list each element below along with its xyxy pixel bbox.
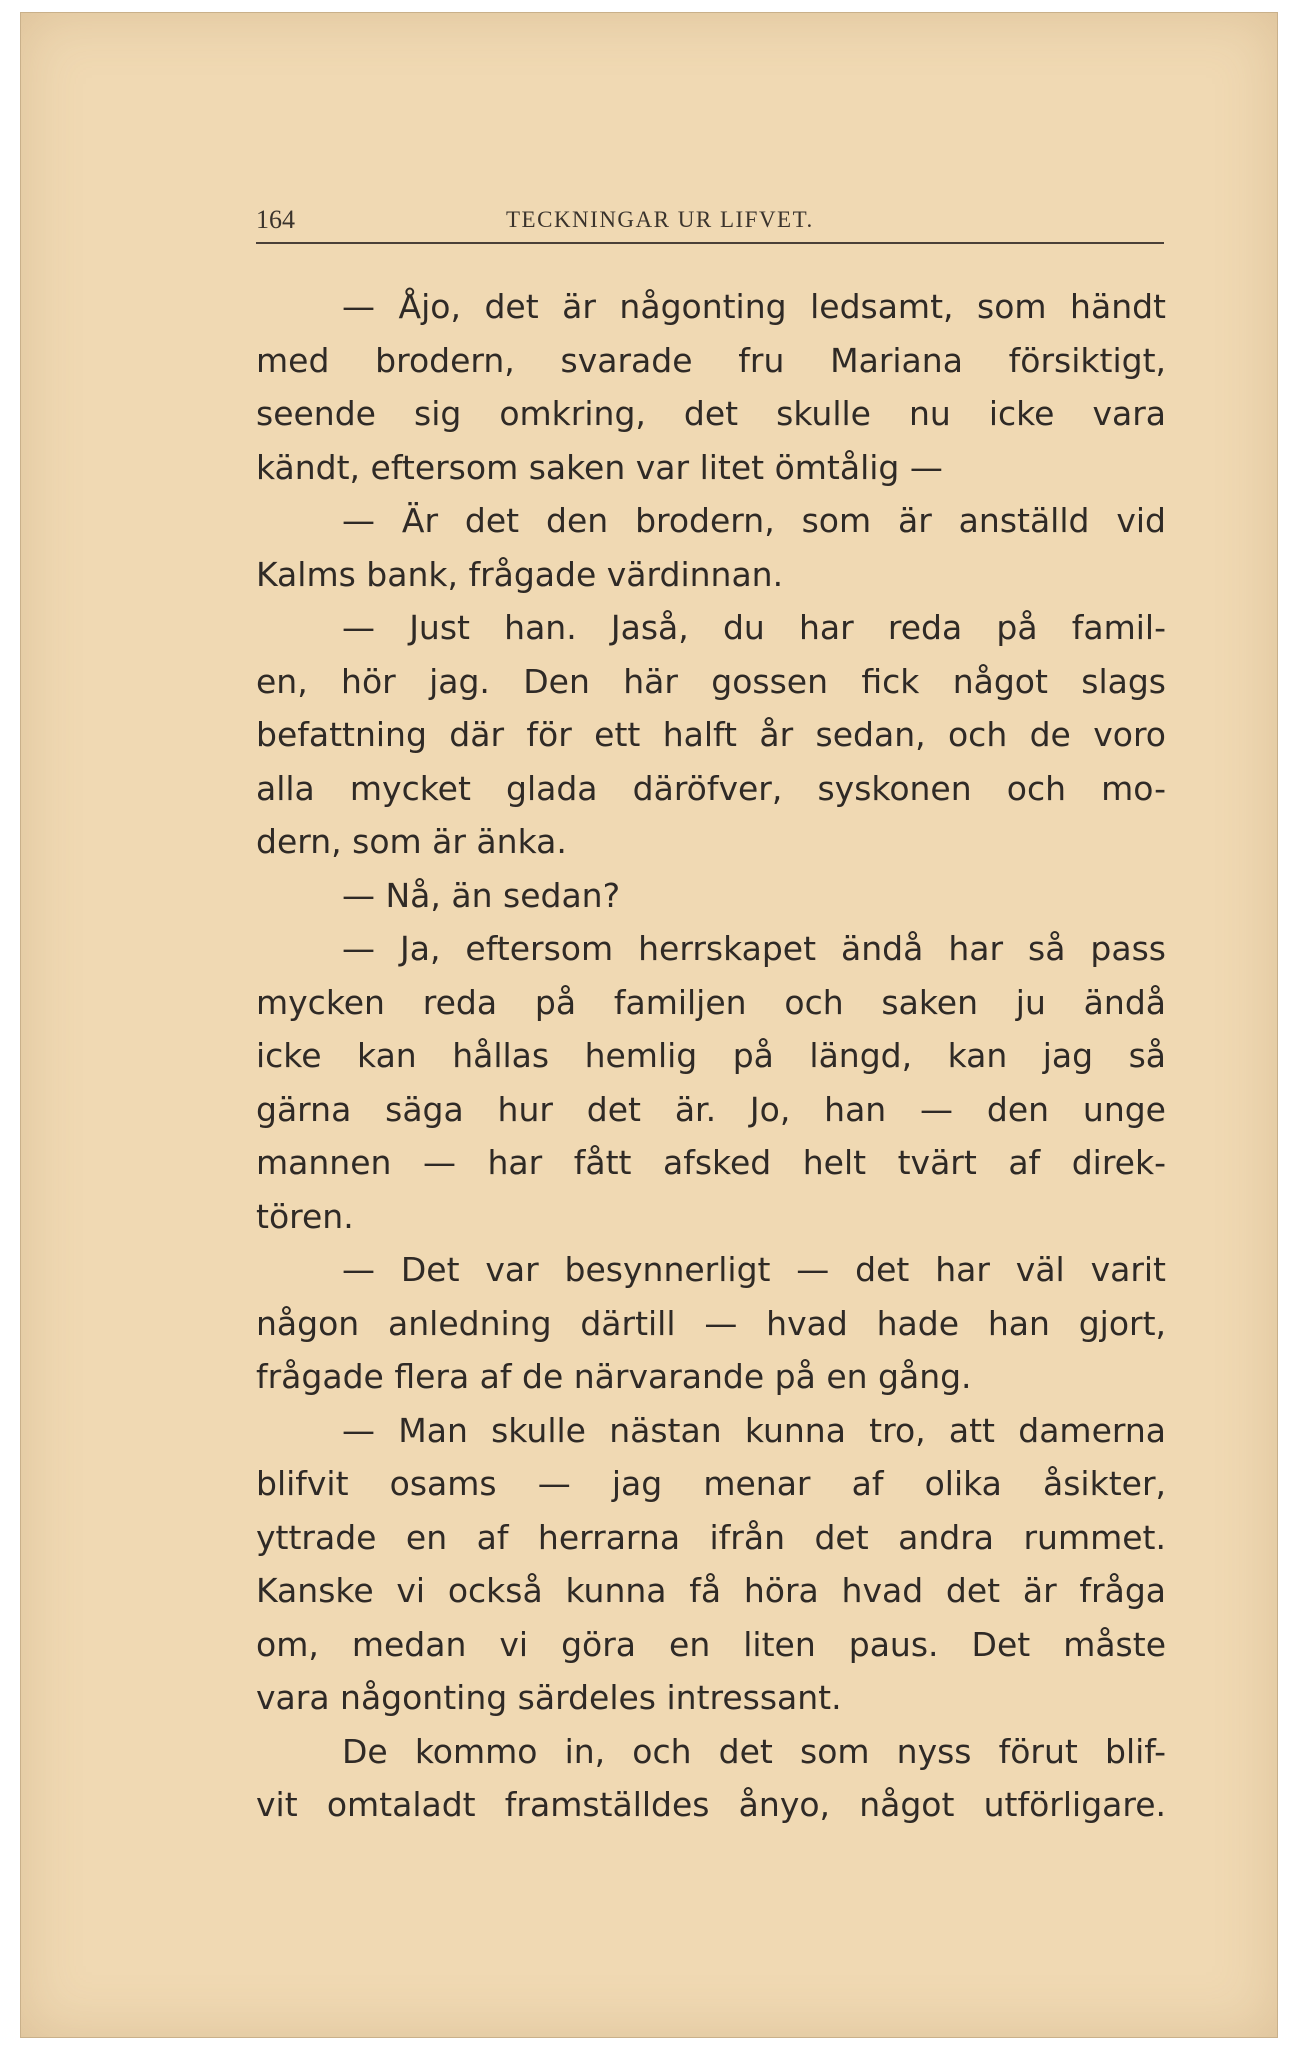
book-page (20, 12, 1278, 2038)
text-line: blifvit osams — jag menar af olika åsikter, (256, 1464, 1166, 1503)
text-line: yttrade en af herrarna ifrån det andra rummet. (256, 1517, 1166, 1557)
body-text (256, 280, 1166, 1832)
text-line: med brodern, svarade fru Mariana försiktigt, (256, 340, 1166, 380)
text-line: mycken reda på familjen och saken ju ändå (256, 982, 1166, 1022)
text-line: mannen — har fått afsked helt tvärt af direk- (256, 1143, 1166, 1182)
text-line: vara någonting särdeles intressant. (256, 1678, 842, 1717)
text-line: gärna säga hur det är. Jo, han — den unge (256, 1089, 1166, 1129)
text-line: befattning där för ett halft år sedan, och de voro (256, 715, 1166, 754)
text-line: om, medan vi göra en liten paus. Det måste (256, 1624, 1166, 1664)
text-line: — Ja, eftersom herrskapet ändå har så pass (342, 929, 1166, 968)
text-line: — Är det den brodern, som är anställd vid (342, 501, 1166, 540)
text-line: seende sig omkring, det skulle nu icke vara (256, 394, 1166, 433)
text-line: en, hör jag. Den här gossen fick något slags (256, 661, 1166, 701)
text-line: frågade flera af de närvarande på en gång. (256, 1357, 972, 1396)
text-line: vit omtaladt framställdes ånyo, något utförligare. (256, 1785, 1166, 1824)
text-line: Kanske vi också kunna få höra hvad det är fråga (256, 1571, 1166, 1610)
text-line: tören. (256, 1196, 354, 1236)
text-line: — Just han. Jaså, du har reda på famil- (342, 608, 1166, 647)
text-line: — Nå, än sedan? (342, 875, 621, 915)
text-line: någon anledning därtill — hvad hade han gjort, (256, 1303, 1166, 1343)
text-line: icke kan hållas hemlig på längd, kan jag så (256, 1036, 1166, 1075)
text-line: — Det var besynnerligt — det har väl varit (342, 1250, 1166, 1289)
page-number: 164 (256, 205, 295, 234)
text-line: — Man skulle nästan kunna tro, att damerna (342, 1410, 1166, 1450)
text-line: alla mycket glada däröfver, syskonen och mo- (256, 768, 1166, 808)
running-head: TECKNINGAR UR LIFVET. (506, 207, 814, 232)
text-line: Kalms bank, frågade värdinnan. (256, 554, 784, 594)
text-line: dern, som är änka. (256, 822, 567, 861)
text-line: De kommo in, och det som nyss förut blif- (342, 1731, 1166, 1771)
text-line: — Åjo, det är någonting ledsamt, som händt (342, 287, 1166, 326)
page-header (256, 198, 1164, 244)
text-line: kändt, eftersom saken var litet ömtålig — (256, 447, 943, 487)
